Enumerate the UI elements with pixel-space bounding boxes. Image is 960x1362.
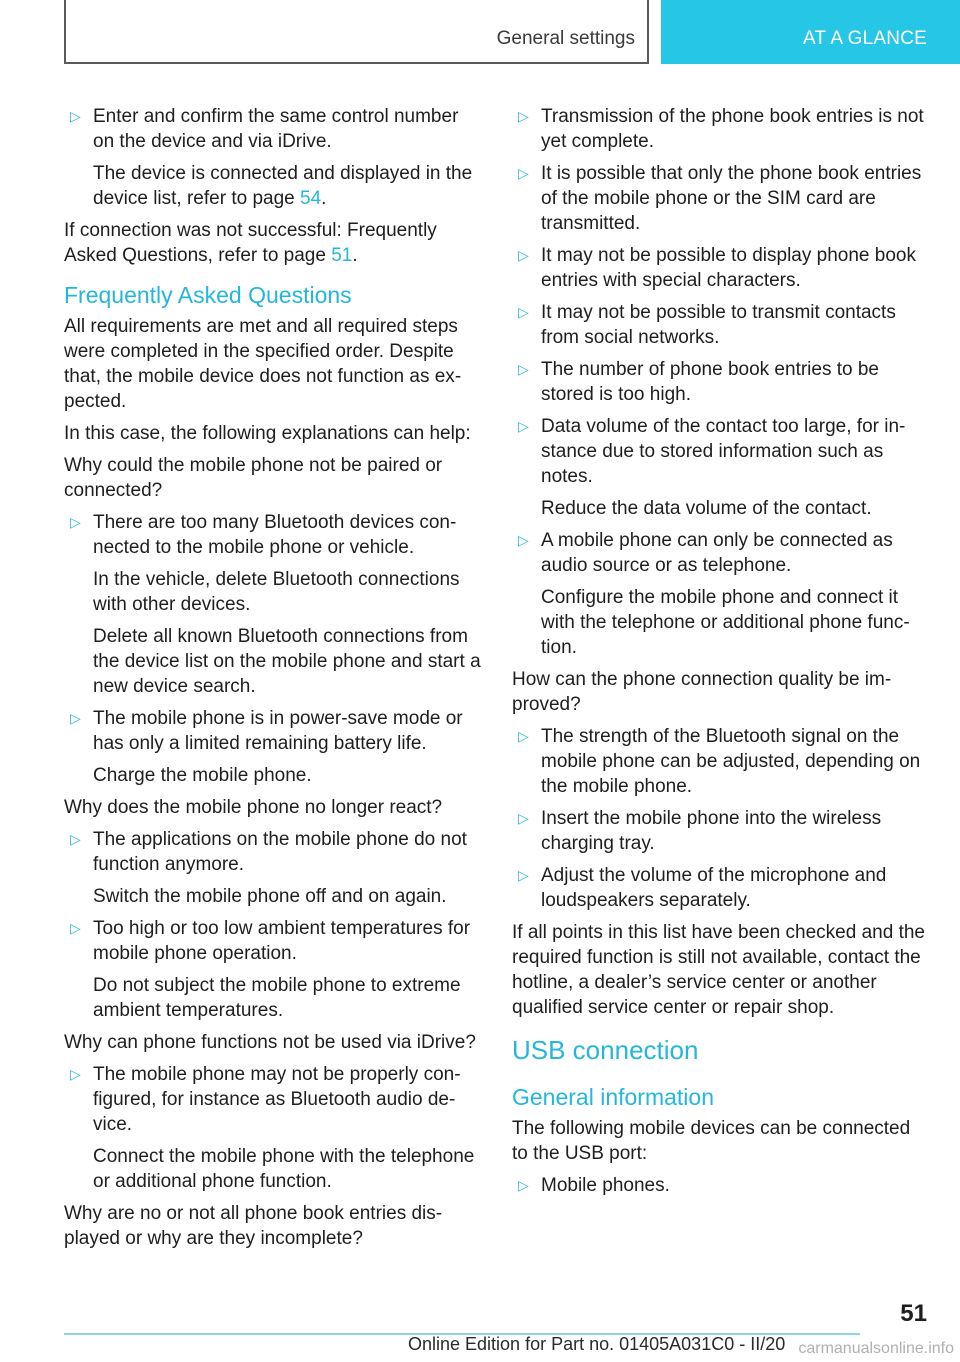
bullet-item [512, 724, 928, 799]
bullet-item [64, 104, 482, 154]
paragraph-text: The device is connected and displayed in the device list, refer to page [93, 163, 473, 209]
header-section-title: General settings [496, 28, 635, 49]
bullet-arrow-icon: ▷ [518, 418, 529, 434]
bullet-item [512, 357, 928, 407]
bullet-item [512, 243, 928, 293]
bullet-text: It may not be possible to display phone book entries with special characters. [541, 245, 916, 291]
bullet-text: Too high or too low ambient temperatures for mobile phone operation. [93, 918, 471, 964]
bullet-text: The applications on the mobile phone do not function anymore. [93, 829, 467, 875]
bullet-item [512, 414, 928, 489]
bullet-arrow-icon: ▷ [518, 361, 529, 377]
bullet-text: Enter and confirm the same control number on the device and via iDrive. [93, 106, 459, 152]
bullet-arrow-icon: ▷ [70, 514, 81, 530]
bullet-arrow-icon: ▷ [518, 810, 529, 826]
footer-edition: Online Edition for Part no. 01405A031C0 - II/20 [408, 1334, 786, 1354]
bullet-arrow-icon: ▷ [518, 247, 529, 263]
bullet-item [64, 916, 482, 966]
bullet-text: Mobile phones. [541, 1175, 670, 1196]
bullet-arrow-icon: ▷ [70, 108, 81, 124]
bullet-text: It may not be possible to transmit contacts from social networks. [541, 302, 896, 348]
bullet-text: It is possible that only the phone book entries of the mobile phone or the SIM card are transmitted. [541, 163, 922, 234]
bullet-item [512, 863, 928, 913]
paragraph-text: . [352, 245, 358, 266]
bullet-text: The strength of the Bluetooth signal on the mobile phone can be adjusted, depending on the mobile phone. [541, 726, 921, 797]
bullet-arrow-icon: ▷ [518, 304, 529, 320]
bullet-arrow-icon: ▷ [518, 165, 529, 181]
bullet-arrow-icon: ▷ [70, 920, 81, 936]
header-chapter-label: AT A GLANCE [803, 28, 927, 49]
bullet-arrow-icon: ▷ [70, 710, 81, 726]
paragraph: If all points in this list have been checked and the required function is still not available, contact the hotline, a dealer’s service center or another qualified service center or repair shop. [512, 922, 925, 1018]
question: Why could the mobile phone not be paired or connected? [64, 455, 443, 501]
indented-paragraph: Switch the mobile phone off and on again. [93, 886, 447, 907]
indented-paragraph: Configure the mobile phone and connect it with the telephone or additional phone function. [541, 587, 910, 658]
bullet-item [64, 1062, 482, 1137]
indented-paragraph: In the vehicle, delete Bluetooth connections with other devices. [93, 569, 460, 615]
bullet-item [512, 104, 928, 154]
bullet-text: The number of phone book entries to be stored is too high. [541, 359, 880, 405]
page-reference-link[interactable]: 51 [331, 245, 353, 266]
paragraph: All requirements are met and all required steps were completed in the specified order. Despite that, the mobile device does not function as expected. [64, 316, 462, 412]
bullet-arrow-icon: ▷ [70, 831, 81, 847]
paragraph [64, 218, 482, 268]
indented-paragraph: Connect the mobile phone with the telephone or additional phone function. [93, 1146, 475, 1192]
right-column [512, 104, 928, 1205]
bullet-text: Data volume of the contact too large, for instance due to stored information such as notes. [541, 416, 906, 487]
section-heading-usb: USB connection [512, 1035, 699, 1065]
paragraph: The following mobile devices can be connected to the USB port: [512, 1118, 911, 1164]
bullet-arrow-icon: ▷ [518, 108, 529, 124]
subsection-heading-general: General information [512, 1084, 714, 1110]
bullet-item [64, 827, 482, 877]
bullet-arrow-icon: ▷ [518, 532, 529, 548]
section-heading-faq: Frequently Asked Questions [64, 282, 352, 308]
indented-paragraph: Do not subject the mobile phone to extreme ambient temperatures. [93, 975, 461, 1021]
bullet-text: Adjust the volume of the microphone and loudspeakers separately. [541, 865, 887, 911]
left-column [64, 104, 482, 1258]
paragraph-text: . [321, 188, 327, 209]
indented-paragraph: Reduce the data volume of the contact. [541, 498, 872, 519]
watermark: carmanualsonline.info [798, 1340, 954, 1357]
bullet-item [64, 706, 482, 756]
page-number: 51 [900, 1300, 927, 1327]
page-reference-link[interactable]: 54 [300, 188, 322, 209]
indented-paragraph: Delete all known Bluetooth connections from the device list on the mobile phone and start a new device search. [93, 626, 481, 697]
bullet-arrow-icon: ▷ [70, 1066, 81, 1082]
bullet-item [512, 300, 928, 350]
bullet-item [512, 528, 928, 578]
bullet-arrow-icon: ▷ [518, 728, 529, 744]
bullet-item [512, 806, 928, 856]
header-chapter-tab [661, 0, 960, 64]
paragraph-text: If connection was not successful: Frequently Asked Questions, refer to page [64, 220, 437, 266]
bullet-arrow-icon: ▷ [518, 867, 529, 883]
bullet-text: The mobile phone is in power-save mode or has only a limited remaining battery life. [93, 708, 463, 754]
bullet-text: A mobile phone can only be connected as audio source or as telephone. [541, 530, 893, 576]
bullet-text: Transmission of the phone book entries is not yet complete. [541, 106, 924, 152]
paragraph: In this case, the following explanations can help: [64, 423, 471, 444]
bullet-item [512, 1173, 928, 1198]
question: Why are no or not all phone book entries displayed or why are they incomplete? [64, 1203, 443, 1249]
bullet-item [512, 161, 928, 236]
question: How can the phone connection quality be improved? [512, 669, 892, 715]
bullet-text: The mobile phone may not be properly configured, for instance as Bluetooth audio device. [93, 1064, 461, 1135]
bullet-arrow-icon: ▷ [518, 1177, 529, 1193]
indented-paragraph [64, 161, 482, 211]
question: Why does the mobile phone no longer react? [64, 797, 443, 818]
indented-paragraph: Charge the mobile phone. [93, 765, 312, 786]
question: Why can phone functions not be used via iDrive? [64, 1032, 476, 1053]
bullet-item [64, 510, 482, 560]
bullet-text: There are too many Bluetooth devices connected to the mobile phone or vehicle. [93, 512, 457, 558]
bullet-text: Insert the mobile phone into the wireless charging tray. [541, 808, 882, 854]
